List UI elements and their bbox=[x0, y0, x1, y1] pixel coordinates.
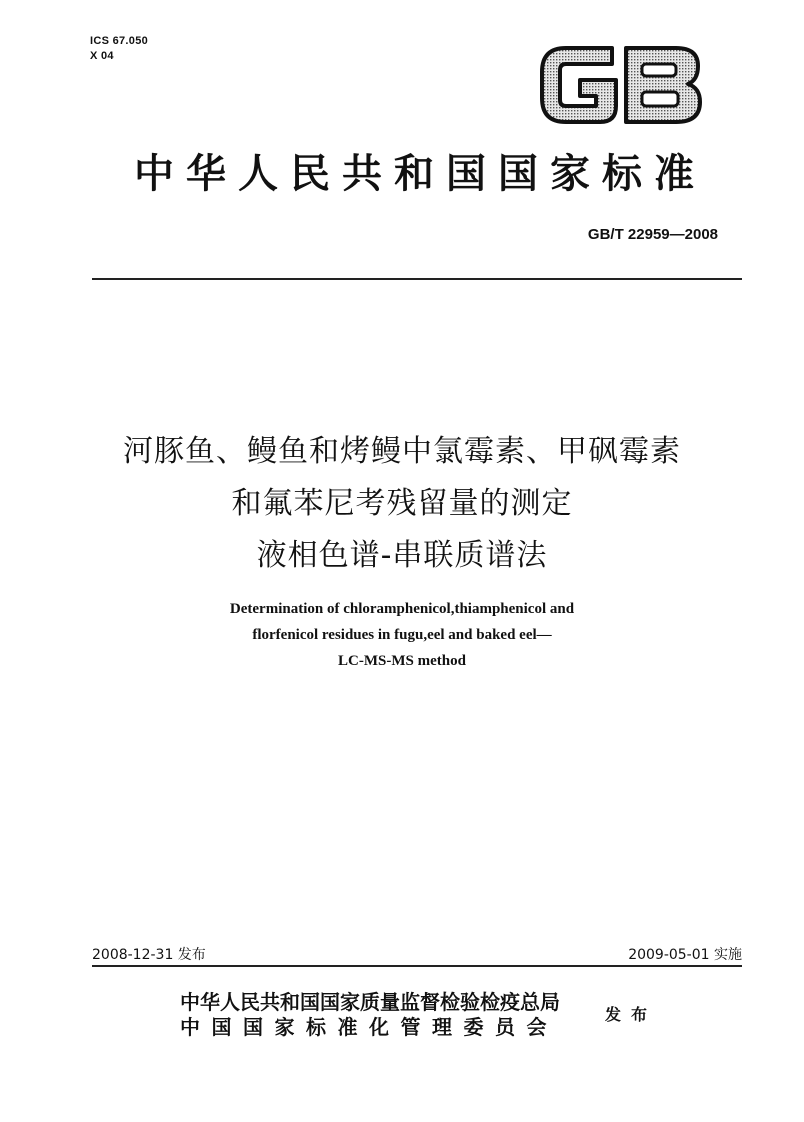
ccs-code: X 04 bbox=[90, 50, 114, 62]
footer-divider bbox=[92, 965, 742, 967]
classification-codes bbox=[90, 34, 148, 64]
ics-code: ICS 67.050 bbox=[90, 35, 149, 47]
gb-logo-icon bbox=[538, 44, 704, 126]
header-divider bbox=[92, 278, 742, 280]
issuing-organizations bbox=[180, 990, 560, 1040]
effective-date: 2009-05-01 实施 bbox=[628, 947, 742, 963]
standard-number: GB/T 22959—2008 bbox=[587, 226, 718, 243]
chinese-title-line: 和氟苯尼考残留量的测定 bbox=[231, 486, 573, 521]
english-title-line: florfenicol residues in fugu,eel and baked eel— bbox=[252, 627, 552, 643]
publish-label: 发布 bbox=[605, 1005, 658, 1024]
issuer-sac: 中国国家标准化管理委员会 bbox=[180, 1015, 558, 1039]
english-title bbox=[60, 596, 744, 674]
chinese-title-line: 河豚鱼、鳗鱼和烤鳗中氯霉素、甲砜霉素 bbox=[123, 434, 681, 469]
english-title-line: LC-MS-MS method bbox=[338, 653, 466, 669]
issuer-aqsiq: 中华人民共和国国家质量监督检验检疫总局 bbox=[180, 990, 560, 1014]
standard-type-heading: 中华人民共和国国家标准 bbox=[134, 150, 706, 197]
issue-date: 2008-12-31 发布 bbox=[92, 947, 206, 963]
chinese-title bbox=[60, 426, 744, 582]
english-title-line: Determination of chloramphenicol,thiamphenicol and bbox=[229, 601, 575, 617]
chinese-title-line: 液相色谱-串联质谱法 bbox=[256, 538, 548, 573]
